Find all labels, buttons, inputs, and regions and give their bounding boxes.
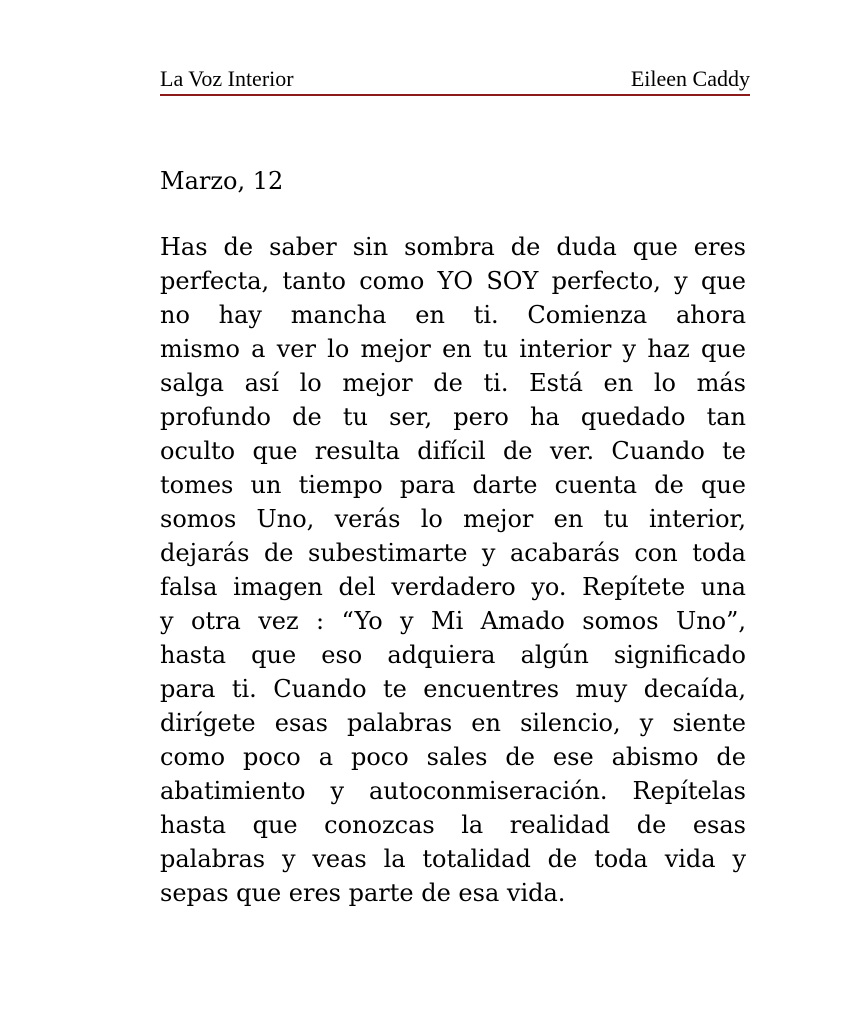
body-line: hasta que eso adquiera algún significado (160, 641, 746, 669)
entry-date: Marzo, 12 (160, 167, 284, 195)
body-line: oculto que resulta difícil de ver. Cuando te (160, 437, 746, 465)
body-line: falsa imagen del verdadero yo. Repítete una (160, 573, 746, 601)
body-line: perfecta, tanto como YO SOY perfecto, y que (160, 267, 746, 295)
running-header (160, 64, 750, 96)
body-line: hasta que conozcas la realidad de esas (160, 811, 746, 839)
body-line: y otra vez : “Yo y Mi Amado somos Uno”, (160, 607, 746, 635)
body-line: dejarás de subestimarte y acabarás con toda (160, 539, 746, 567)
body-line: salga así lo mejor de ti. Está en lo más (160, 369, 746, 397)
body-line: profundo de tu ser, pero ha quedado tan (160, 403, 746, 431)
book-title: La Voz Interior (160, 66, 294, 91)
body-line: somos Uno, verás lo mejor en tu interior, (160, 505, 746, 533)
body-line: mismo a ver lo mejor en tu interior y haz que (160, 335, 746, 363)
body-line: palabras y veas la totalidad de toda vida y (160, 845, 746, 873)
body-line: no hay mancha en ti. Comienza ahora (160, 301, 746, 329)
body-line: abatimiento y autoconmiseración. Repítelas (160, 777, 746, 805)
body-line: como poco a poco sales de ese abismo de (160, 743, 746, 771)
entry-body (160, 230, 746, 910)
body-line: sepas que eres parte de esa vida. (160, 879, 566, 907)
body-line: dirígete esas palabras en silencio, y siente (160, 709, 746, 737)
author-name: Eileen Caddy (630, 66, 750, 91)
body-line: tomes un tiempo para darte cuenta de que (160, 471, 746, 499)
body-line: para ti. Cuando te encuentres muy decaída, (160, 675, 746, 703)
body-line: Has de saber sin sombra de duda que eres (160, 233, 746, 261)
